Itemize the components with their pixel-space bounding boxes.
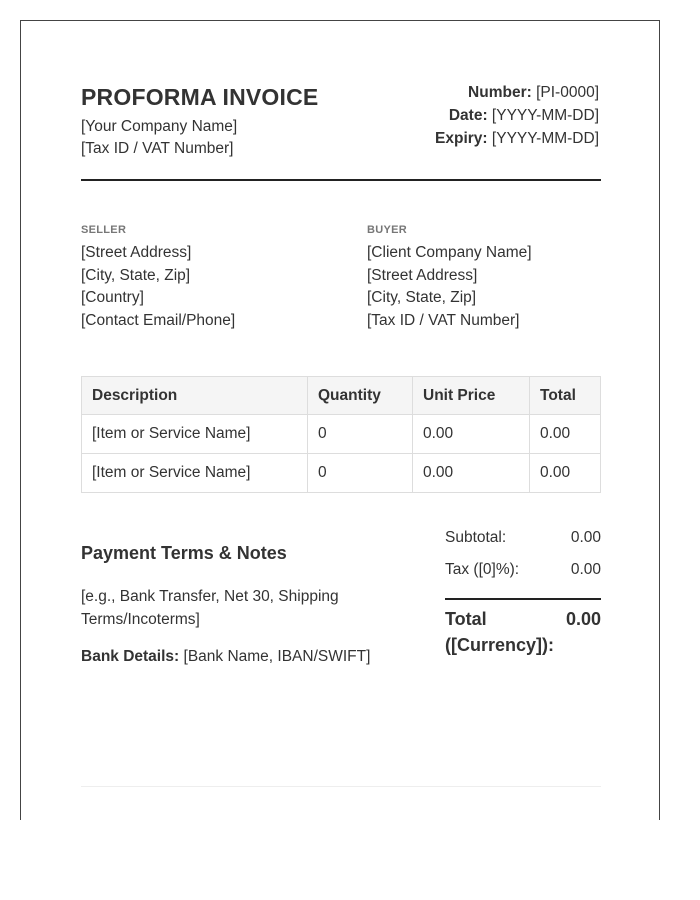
invoice-number-label: Number:	[468, 84, 532, 101]
cell-unit-price: 0.00	[413, 454, 530, 493]
grand-total-value: 0.00	[565, 609, 601, 629]
cell-total: 0.00	[530, 415, 601, 454]
seller-label: SELLER	[81, 224, 127, 236]
cell-description: [Item or Service Name]	[82, 415, 308, 454]
subtotal-value: 0.00	[570, 529, 601, 546]
footer-divider	[81, 786, 601, 787]
invoice-title: PROFORMA INVOICE	[81, 84, 319, 110]
grand-total-row	[445, 606, 601, 658]
seller-line: [City, State, Zip]	[81, 266, 191, 284]
grand-total-label: Total ([Currency]):	[445, 609, 555, 655]
company-info	[81, 116, 237, 160]
header-divider	[81, 179, 601, 181]
buyer-line: [City, State, Zip]	[367, 289, 477, 306]
bank-details	[81, 645, 381, 668]
column-header-description: Description	[82, 377, 308, 415]
invoice-expiry-label: Expiry:	[435, 130, 488, 147]
subtotal-label: Subtotal:	[445, 529, 507, 546]
totals-block	[445, 526, 601, 658]
cell-quantity: 0	[308, 454, 413, 493]
invoice-page	[20, 20, 660, 820]
buyer-line: [Tax ID / VAT Number]	[367, 311, 520, 329]
tax-row	[445, 558, 601, 590]
buyer-line: [Street Address]	[367, 266, 478, 284]
notes-text: [e.g., Bank Transfer, Net 30, Shipping Terms/Incoterms]	[81, 588, 339, 628]
invoice-expiry-row	[435, 127, 599, 150]
table-header-row	[82, 377, 601, 415]
invoice-number-row	[435, 81, 599, 104]
column-header-quantity: Quantity	[308, 377, 413, 415]
cell-unit-price: 0.00	[413, 415, 530, 454]
cell-quantity: 0	[308, 415, 413, 454]
seller-line: [Contact Email/Phone]	[81, 311, 236, 329]
column-header-unit-price: Unit Price	[413, 377, 530, 415]
bank-details-value: [Bank Name, IBAN/SWIFT]	[183, 648, 371, 665]
buyer-label: BUYER	[367, 224, 408, 236]
seller-line: [Street Address]	[81, 244, 192, 261]
cell-total: 0.00	[530, 454, 601, 493]
invoice-number-value: [PI-0000]	[536, 84, 599, 101]
seller-line: [Country]	[81, 289, 144, 306]
company-tax-id: [Tax ID / VAT Number]	[81, 140, 234, 157]
subtotal-row	[445, 526, 601, 558]
notes-heading: Payment Terms & Notes	[81, 543, 287, 563]
invoice-date-label: Date:	[448, 107, 488, 124]
column-header-total: Total	[530, 377, 601, 415]
totals-divider	[445, 598, 601, 600]
invoice-date-row	[435, 104, 599, 127]
tax-value: 0.00	[570, 561, 601, 578]
buyer-block	[367, 223, 532, 332]
items-table	[81, 376, 601, 493]
invoice-meta	[435, 81, 599, 150]
invoice-date-value: [YYYY-MM-DD]	[491, 107, 599, 124]
invoice-expiry-value: [YYYY-MM-DD]	[491, 130, 599, 147]
seller-block	[81, 223, 235, 332]
company-name: [Your Company Name]	[81, 118, 238, 135]
bank-details-label: Bank Details:	[81, 648, 180, 665]
cell-description: [Item or Service Name]	[82, 454, 308, 493]
table-row	[82, 415, 601, 454]
buyer-line: [Client Company Name]	[367, 244, 532, 261]
table-row	[82, 454, 601, 493]
payment-notes	[81, 541, 381, 668]
tax-label: Tax ([0]%):	[445, 561, 520, 578]
